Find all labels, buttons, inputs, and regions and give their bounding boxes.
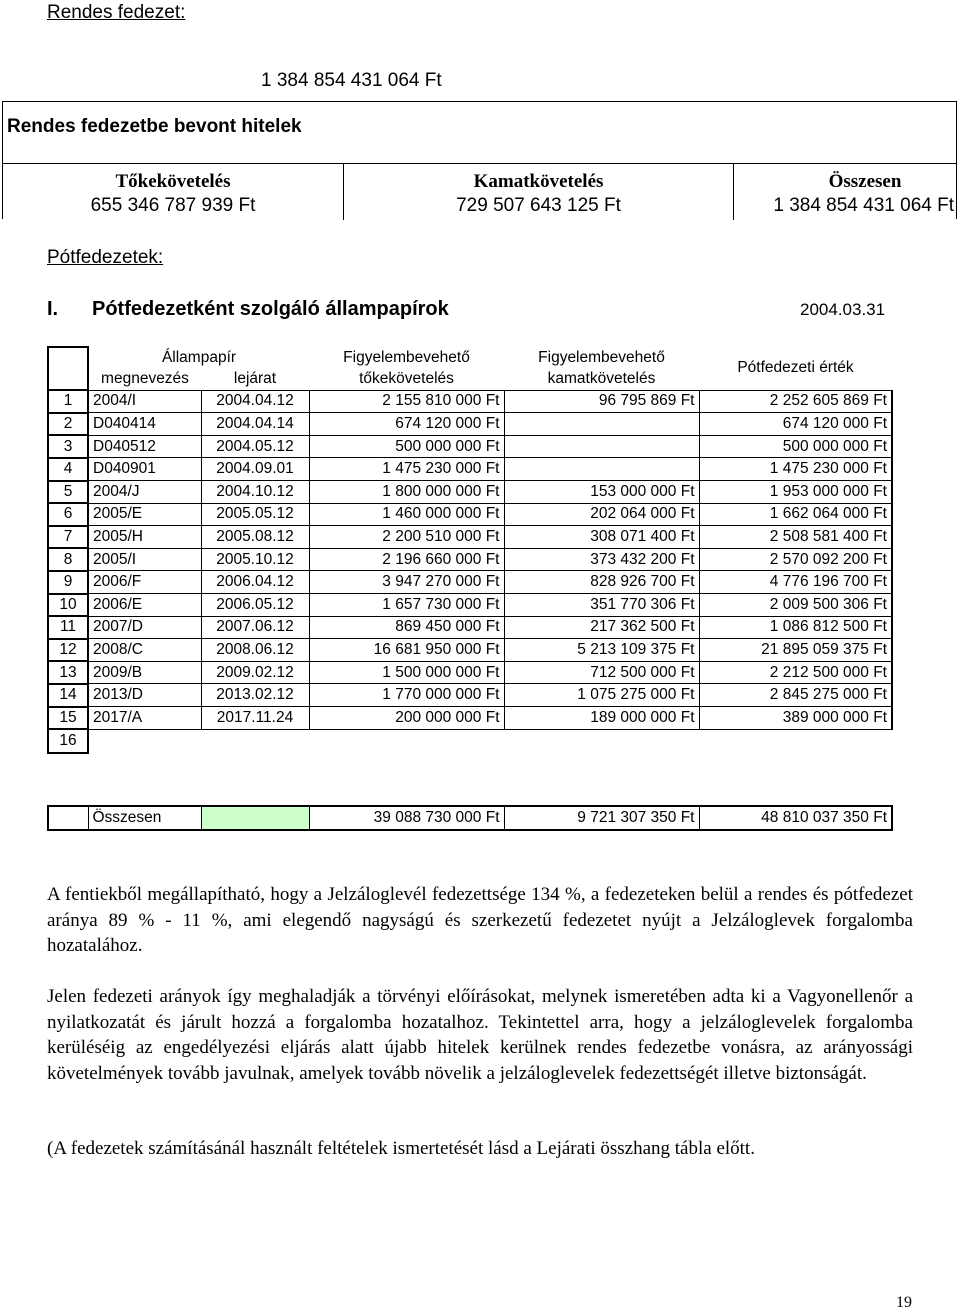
row-tokekovetelés: 200 000 000 Ft: [309, 707, 504, 730]
total-label: Összesen: [88, 806, 201, 830]
table-row: [48, 616, 892, 639]
row-potfedezeti-ertek: 1 953 000 000 Ft: [699, 481, 892, 504]
row-number: 5: [48, 481, 88, 504]
row-potfedezeti-ertek: 21 895 059 375 Ft: [699, 639, 892, 662]
row-lejarat: 2013.02.12: [201, 684, 309, 707]
row-tokekovetelés: 1 657 730 000 Ft: [309, 594, 504, 617]
table-row: [48, 684, 892, 707]
row-kamatkovetelés: 712 500 000 Ft: [504, 661, 699, 684]
row-number: 11: [48, 616, 88, 639]
row-megnevezes: 2005/I: [88, 548, 201, 571]
header-kamat-line2: kamatkövetelés: [547, 370, 656, 388]
row-kamatkovetelés: 96 795 869 Ft: [504, 390, 699, 413]
row-kamatkovetelés: [504, 413, 699, 436]
row-number: 14: [48, 684, 88, 707]
table-row: [48, 413, 892, 436]
row-megnevezes: 2007/D: [88, 616, 201, 639]
row-tokekovetelés: 3 947 270 000 Ft: [309, 571, 504, 594]
row-lejarat: 2004.04.12: [201, 390, 309, 413]
table-row: [48, 435, 892, 458]
header-lejarat: lejárat: [233, 370, 277, 388]
header-kamat-line1: Figyelembevehető: [538, 348, 665, 366]
row-lejarat: 2004.09.01: [201, 458, 309, 481]
page-number: 19: [896, 1294, 912, 1311]
row-lejarat: 2006.05.12: [201, 594, 309, 617]
column-value: 1 384 854 431 064 Ft: [773, 195, 954, 216]
row-kamatkovetelés: 308 071 400 Ft: [504, 526, 699, 549]
row-potfedezeti-ertek: 1 475 230 000 Ft: [699, 458, 892, 481]
row-megnevezes: 2009/B: [88, 661, 201, 684]
table-row: [48, 481, 892, 504]
row-lejarat: 2004.05.12: [201, 435, 309, 458]
row-lejarat: 2007.06.12: [201, 616, 309, 639]
section-date: 2004.03.31: [800, 300, 886, 319]
column-label: Összesen: [828, 171, 902, 192]
potfedezetek-title: Pótfedezetek:: [47, 247, 164, 268]
header-toke-line1: Figyelembevehető: [343, 348, 470, 366]
row-potfedezeti-ertek: 2 570 092 200 Ft: [699, 548, 892, 571]
header-toke-line2: tőkekövetelés: [359, 370, 454, 388]
row-megnevezes: D040414: [88, 413, 201, 436]
row-potfedezeti-ertek: 2 508 581 400 Ft: [699, 526, 892, 549]
row-lejarat: 2005.10.12: [201, 548, 309, 571]
row-tokekovetelés: 2 200 510 000 Ft: [309, 526, 504, 549]
row-megnevezes: 2004/I: [88, 390, 201, 413]
row-potfedezeti-ertek: 2 212 500 000 Ft: [699, 661, 892, 684]
row-lejarat: 2005.05.12: [201, 503, 309, 526]
table-row: [48, 661, 892, 684]
total-toke: 39 088 730 000 Ft: [309, 806, 504, 830]
row-tokekovetelés: 1 800 000 000 Ft: [309, 481, 504, 504]
table-row: [48, 526, 892, 549]
row-tokekovetelés: 1 475 230 000 Ft: [309, 458, 504, 481]
row-kamatkovetelés: 828 926 700 Ft: [504, 571, 699, 594]
row-kamatkovetelés: 189 000 000 Ft: [504, 707, 699, 730]
row-lejarat: 2009.02.12: [201, 661, 309, 684]
row-kamatkovetelés: 351 770 306 Ft: [504, 594, 699, 617]
kamatkovetelés-column: [344, 164, 734, 220]
row-number: 9: [48, 571, 88, 594]
table-row: [48, 639, 892, 662]
row-kamatkovetelés: [504, 458, 699, 481]
paragraph-megjegyzes: (A fedezetek számításánál használt feltételek ismertetését lásd a Lejárati összhang tábla előtt.: [47, 1138, 755, 1159]
rendes-fedezet-amount: 1 384 854 431 064 Ft: [261, 70, 442, 91]
row-number: 10: [48, 594, 88, 617]
allampapir-table: [47, 346, 893, 754]
section-number: I.: [47, 298, 59, 320]
table-row-empty: [48, 729, 892, 753]
row-lejarat: 2017.11.24: [201, 707, 309, 730]
row-number: 8: [48, 548, 88, 571]
table-row: [48, 707, 892, 730]
row-tokekovetelés: 2 196 660 000 Ft: [309, 548, 504, 571]
hitelek-title: Rendes fedezetbe bevont hitelek: [7, 116, 302, 137]
row-tokekovetelés: 1 500 000 000 Ft: [309, 661, 504, 684]
row-megnevezes: 2005/E: [88, 503, 201, 526]
row-kamatkovetelés: 217 362 500 Ft: [504, 616, 699, 639]
header-megnevezes: megnevezés: [101, 370, 189, 388]
table-row: [48, 390, 892, 413]
row-tokekovetelés: 1 770 000 000 Ft: [309, 684, 504, 707]
header-potfedezeti-ertek: Pótfedezeti érték: [737, 359, 854, 377]
row-megnevezes: 2008/C: [88, 639, 201, 662]
row-tokekovetelés: 869 450 000 Ft: [309, 616, 504, 639]
row-megnevezes: 2005/H: [88, 526, 201, 549]
table-row: [48, 594, 892, 617]
row-tokekovetelés: 16 681 950 000 Ft: [309, 639, 504, 662]
table-header-row-1: [48, 347, 892, 369]
row-potfedezeti-ertek: 1 086 812 500 Ft: [699, 616, 892, 639]
row-tokekovetelés: 500 000 000 Ft: [309, 435, 504, 458]
row-megnevezes: 2017/A: [88, 707, 201, 730]
column-value: 655 346 787 939 Ft: [90, 195, 256, 216]
row-potfedezeti-ertek: 1 662 064 000 Ft: [699, 503, 892, 526]
total-row: [48, 806, 892, 830]
column-label: Tőkekövetelés: [115, 171, 231, 192]
row-potfedezeti-ertek: 2 252 605 869 Ft: [699, 390, 892, 413]
row-number: 13: [48, 661, 88, 684]
row-number: 6: [48, 503, 88, 526]
total-kamat: 9 721 307 350 Ft: [504, 806, 699, 830]
header-allampapir: Állampapír: [161, 348, 237, 366]
tokekovetelés-column: [3, 164, 344, 220]
table-row: [48, 458, 892, 481]
row-number: 16: [48, 729, 88, 753]
table-row: [48, 548, 892, 571]
section-title: Pótfedezetként szolgáló állampapírok: [92, 298, 449, 320]
total-table: [47, 805, 893, 831]
row-lejarat: 2004.10.12: [201, 481, 309, 504]
row-lejarat: 2004.04.14: [201, 413, 309, 436]
row-kamatkovetelés: [504, 435, 699, 458]
row-megnevezes: 2006/F: [88, 571, 201, 594]
row-potfedezeti-ertek: 2 009 500 306 Ft: [699, 594, 892, 617]
row-megnevezes: 2004/J: [88, 481, 201, 504]
row-kamatkovetelés: 153 000 000 Ft: [504, 481, 699, 504]
row-number: 12: [48, 639, 88, 662]
row-number: 2: [48, 413, 88, 436]
row-number: 1: [48, 390, 88, 413]
row-megnevezes: 2006/E: [88, 594, 201, 617]
row-tokekovetelés: 1 460 000 000 Ft: [309, 503, 504, 526]
table-row: [48, 503, 892, 526]
row-number: 7: [48, 526, 88, 549]
row-number: 3: [48, 435, 88, 458]
row-lejarat: 2005.08.12: [201, 526, 309, 549]
row-potfedezeti-ertek: 674 120 000 Ft: [699, 413, 892, 436]
rendes-hitelek-box: [2, 101, 957, 219]
total-ertek: 48 810 037 350 Ft: [699, 806, 892, 830]
row-potfedezeti-ertek: 2 845 275 000 Ft: [699, 684, 892, 707]
row-kamatkovetelés: 1 075 275 000 Ft: [504, 684, 699, 707]
paragraph-fedezettseg: A fentiekből megállapítható, hogy a Jelzáloglevél fedezettsége 134 %, a fedezeteken belül a rendes és pótfedezet aránya 89 % - 11 %, ami elegendő nagyságú és szerkezetű fedezetet nyújt a Jelzáloglevek forgalomba hozatalához.: [47, 884, 913, 956]
hitelek-title-row: [3, 102, 956, 164]
column-value: 729 507 643 125 Ft: [456, 195, 621, 216]
row-tokekovetelés: 2 155 810 000 Ft: [309, 390, 504, 413]
row-lejarat: 2006.04.12: [201, 571, 309, 594]
row-megnevezes: 2013/D: [88, 684, 201, 707]
row-number: 4: [48, 458, 88, 481]
rendes-fedezet-title: Rendes fedezet:: [47, 2, 186, 23]
row-tokekovetelés: 674 120 000 Ft: [309, 413, 504, 436]
row-potfedezeti-ertek: 389 000 000 Ft: [699, 707, 892, 730]
row-potfedezeti-ertek: 4 776 196 700 Ft: [699, 571, 892, 594]
row-lejarat: 2008.06.12: [201, 639, 309, 662]
total-highlight-cell: [201, 806, 309, 830]
osszesen-column: [734, 164, 956, 220]
row-number: 15: [48, 707, 88, 730]
column-label: Kamatkövetelés: [473, 171, 604, 192]
row-kamatkovetelés: 373 432 200 Ft: [504, 548, 699, 571]
row-potfedezeti-ertek: 500 000 000 Ft: [699, 435, 892, 458]
row-kamatkovetelés: 5 213 109 375 Ft: [504, 639, 699, 662]
paragraph-fedezeti-aranyok: Jelen fedezeti arányok így meghaladják a törvényi előírásokat, melynek ismeretében adta ki a Vagyonellenőr a nyilatkozatát és járult hozzá a forgalomba hozatalhoz. Tekintettel arra, hogy a jelzáloglevelek forgalomba kerüléséig az engedélyezési eljárás alatt újabb hitelek kerülnek rendes fedezetbe vonásra, az arányossági követelmények tovább javulnak, amelyek tovább növelik a jelzáloglevelek fedezettségét illetve biztonságát.: [47, 986, 913, 1084]
row-kamatkovetelés: 202 064 000 Ft: [504, 503, 699, 526]
row-megnevezes: D040512: [88, 435, 201, 458]
table-row: [48, 571, 892, 594]
row-megnevezes: D040901: [88, 458, 201, 481]
